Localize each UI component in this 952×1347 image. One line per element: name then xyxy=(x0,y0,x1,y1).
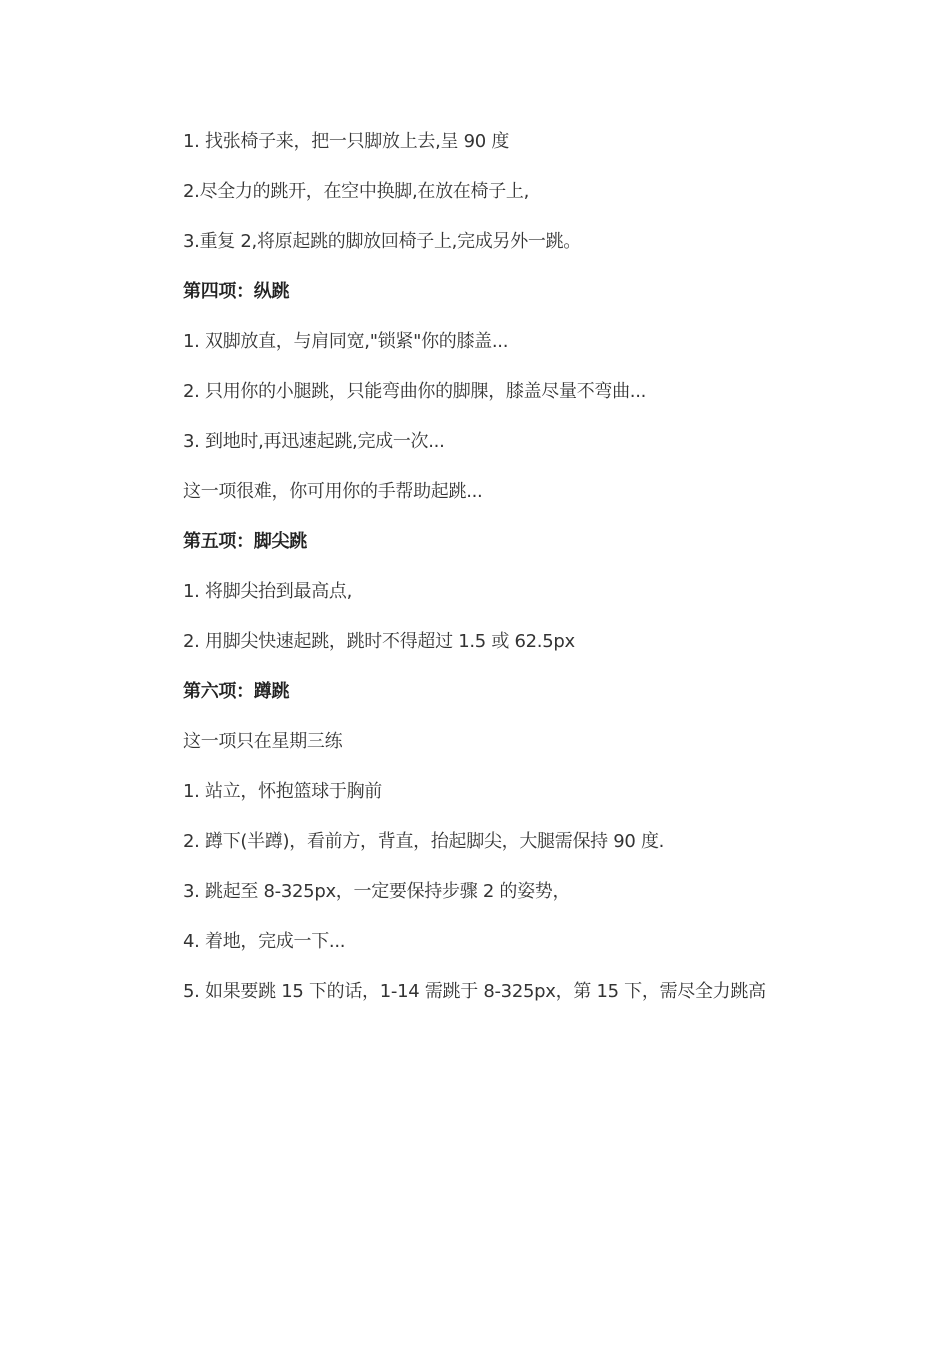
step-line: 1. 站立，怀抱篮球于胸前 xyxy=(183,781,382,802)
step-line: 2. 蹲下(半蹲)，看前方，背直，抬起脚尖，大腿需保持 90 度. xyxy=(183,831,665,852)
step-line: 2. 用脚尖快速起跳，跳时不得超过 1.5 或 62.5px xyxy=(183,631,575,652)
step-line: 3. 跳起至 8-325px，一定要保持步骤 2 的姿势， xyxy=(183,881,571,902)
document-body xyxy=(183,128,923,1028)
step-line: 2. 只用你的小腿跳，只能弯曲你的脚腂，膝盖尽量不弯曲... xyxy=(183,381,647,402)
step-line: 1. 找张椅子来，把一只脚放上去,呈 90 度 xyxy=(183,131,510,152)
step-line: 3. 到地时,再迅速起跳,完成一次... xyxy=(183,431,445,452)
step-line: 4. 着地，完成一下... xyxy=(183,931,346,952)
section-heading: 第五项：脚尖跳 xyxy=(183,531,307,552)
step-line: 2.尽全力的跳开，在空中换脚,在放在椅子上, xyxy=(183,181,530,202)
step-line: 3.重复 2,将原起跳的脚放回椅子上,完成另外一跳。 xyxy=(183,231,581,252)
note-line: 这一项只在星期三练 xyxy=(183,731,343,752)
step-line: 1. 双脚放直，与肩同宽,"锁紧"你的膝盖... xyxy=(183,331,509,352)
note-line: 这一项很难，你可用你的手帮助起跳... xyxy=(183,481,483,502)
section-heading: 第四项：纵跳 xyxy=(183,281,290,302)
step-line: 1. 将脚尖抬到最高点, xyxy=(183,581,353,602)
step-line: 5. 如果要跳 15 下的话，1-14 需跳于 8-325px，第 15 下，需尽全力跳高 xyxy=(183,981,766,1002)
section-heading: 第六项：蹲跳 xyxy=(183,681,290,702)
